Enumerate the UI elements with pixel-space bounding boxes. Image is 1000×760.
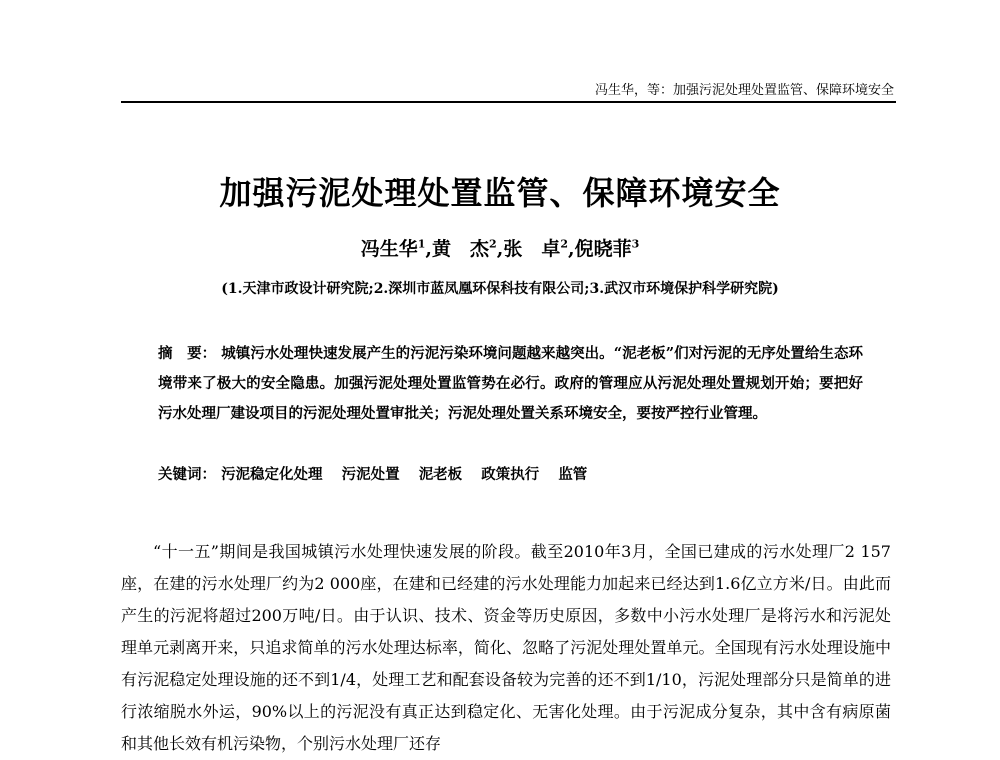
author-affiliation-mark: 2 — [489, 237, 497, 251]
running-header: 冯生华，等：加强污泥处理处置监管、保障环境安全 — [594, 83, 894, 98]
author-name: 倪晓菲 — [574, 238, 632, 260]
keyword: 污泥处置 — [341, 466, 400, 483]
author-affiliation-mark: 1 — [417, 237, 426, 251]
keywords — [158, 463, 601, 484]
author-affiliation-mark: 2 — [560, 237, 568, 251]
keyword: 政策执行 — [481, 466, 540, 483]
keywords-label: 关键词： — [158, 466, 216, 483]
author-name: 张 卓 — [503, 238, 561, 260]
keyword: 监管 — [558, 466, 588, 483]
keyword: 泥老板 — [418, 466, 463, 483]
abstract-text: 城镇污水处理快速发展产生的污泥污染环境问题越来越突出。“泥老板”们对污泥的无序处置给生态环境带来了极大的安全隐患。加强污泥处理处置监管势在必行。政府的管理应从污泥处理处置规划开始；要把好污水处理厂建设项目的污泥处理处置审批关；污泥处理处置关系环境安全，要按严控行业管理。 — [158, 345, 863, 422]
author-name: 黄 杰 — [432, 238, 490, 260]
keyword: 污泥稳定化处理 — [221, 466, 323, 483]
abstract — [158, 339, 863, 429]
article-title: 加强污泥处理处置监管、保障环境安全 — [219, 174, 781, 212]
author-list: 冯生华$^1$,黄 杰$^2$,张 卓$^2$,倪晓菲$^3$ — [360, 237, 640, 260]
abstract-label: 摘 要： — [158, 345, 217, 362]
author-affiliation-mark: 3 — [631, 237, 640, 251]
header-rule — [121, 101, 896, 103]
affiliations: (1.天津市政设计研究院;2.深圳市蓝凤凰环保科技有限公司;3.武汉市环境保护科学研究院) — [221, 281, 779, 297]
author-name: 冯生华 — [360, 238, 418, 260]
body-paragraph: “十一五”期间是我国城镇污水处理快速发展的阶段。截至2010年3月，全国已建成的污水处理厂2 157座，在建的污水处理厂约为2 000座，在建和已经建的污水处理能力加起来已经达到1.6亿立方米/日。由此而产生的污泥将超过200万吨/日。由于认识、技术、资金等历史原因，多数中小污水处理厂是将污水和污泥处理单元剥离开来，只追求简单的污水处理达标率，简化、忽略了污泥处理处置单元。全国现有污水处理设施中有污泥稳定处理设施的还不到1/4，处理工艺和配套设备较为完善的还不到1/10，污泥处理部分只是简单的进行浓缩脱水外运，90%以上的污泥没有真正达到稳定化、无害化处理。由于污泥成分复杂，其中含有病原菌和其他长效有机污染物，个别污水处理厂还存 — [121, 542, 891, 753]
